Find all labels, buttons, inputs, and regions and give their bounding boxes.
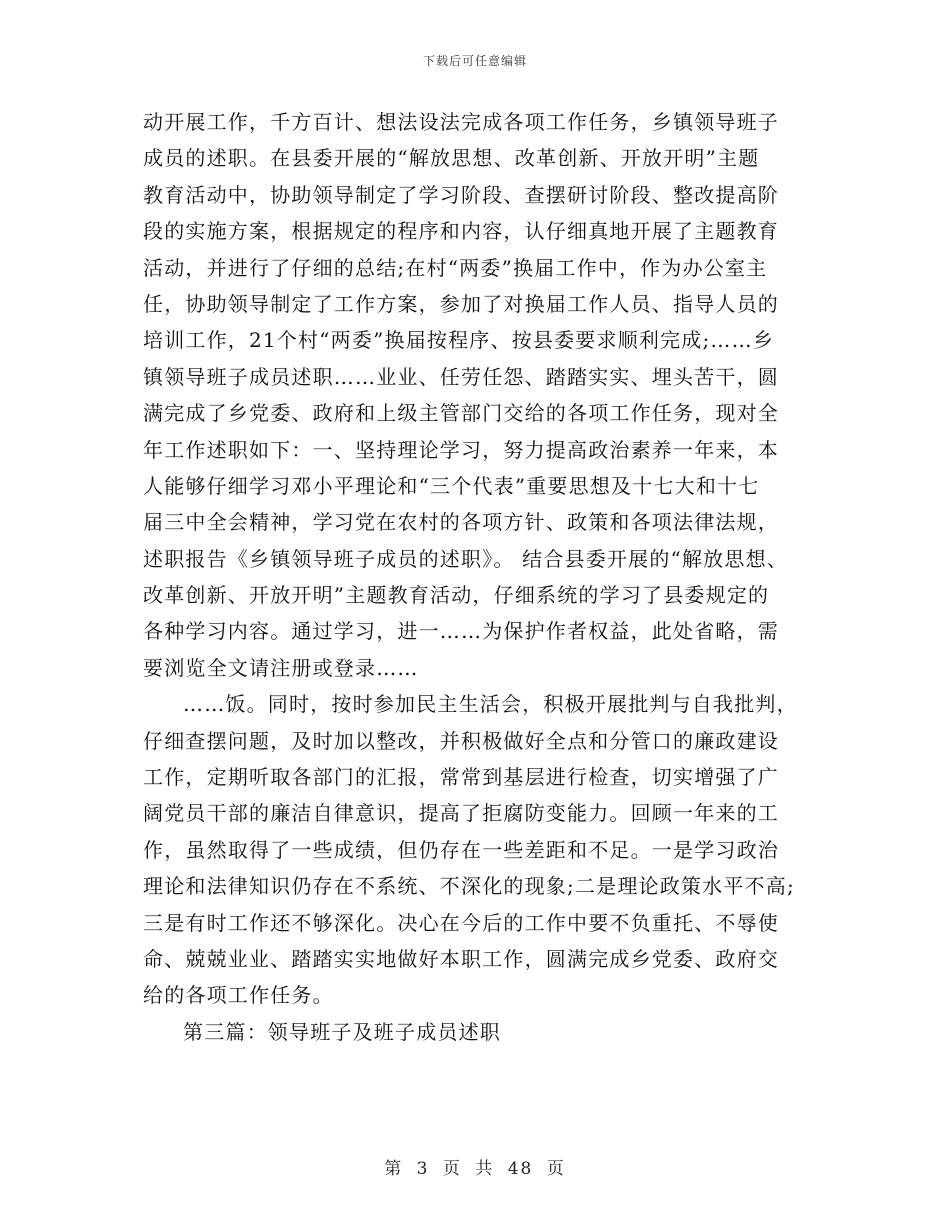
text-line: 动开展工作，千方百计、想法设法完成各项工作任务，乡镇领导班子 [143,110,779,134]
paragraph-2 [143,686,823,1014]
paragraph-1 [143,104,823,686]
text-line: 年工作述职如下：一、坚持理论学习，努力提高政治素养一年来，本 [143,437,779,462]
text-line: 要浏览全文请注册或登录…… [143,655,419,680]
text-line: 述职报告《乡镇领导班子成员的述职》。 结合县委开展的“解放思想、 [143,546,788,571]
heading-line: 第三篇：领导班子及班子成员述职 [183,1019,501,1044]
text-line: 三是有时工作还不够深化。决心在今后的工作中要不负重托、不辱使 [143,910,779,935]
document-body [143,104,823,1050]
text-line: 给的各项工作任务。 [143,983,334,1008]
text-line: ……饭。同时，按时参加民主生活会，积极开展批判与自我批判， [183,692,798,717]
text-line: 培训工作，21个村“两委”换届按程序、按县委要求顺利完成;……乡 [143,328,775,353]
text-line: 成员的述职。在县委开展的“解放思想、改革创新、开放开明”主题 [143,146,760,171]
page-header: 下载后可任意编辑 [422,54,527,68]
text-line: 命、兢兢业业、踏踏实实地做好本职工作，圆满完成乡党委、政府交 [143,946,779,971]
text-line: 教育活动中，协助领导制定了学习阶段、查摆研讨阶段、整改提高阶 [143,182,779,207]
text-line: 工作，定期听取各部门的汇报，常常到基层进行检查，切实增强了广 [143,765,779,790]
text-line: 任，协助领导制定了工作方案，参加了对换届工作人员、指导人员的 [143,291,779,316]
text-line: 人能够仔细学习邓小平理论和“三个代表”重要思想及十七大和十七 [143,473,760,498]
text-line: 仔细查摆问题，及时加以整改，并积极做好全点和分管口的廉政建设 [143,728,779,753]
text-line: 届三中全会精神，学习党在农村的各项方针、政策和各项法律法规， [143,510,779,535]
text-line: 活动，并进行了仔细的总结;在村“两委”换届工作中，作为办公室主 [143,255,768,280]
text-line: 阔党员干部的廉洁自律意识，提高了拒腐防变能力。回顾一年来的工 [143,801,779,826]
section-heading [143,1014,823,1050]
text-line: 镇领导班子成员述职……业业、任劳任怨、踏踏实实、埋头苦干，圆 [143,364,779,389]
text-line: 作，虽然取得了一些成绩，但仍存在一些差距和不足。一是学习政治 [143,837,779,862]
text-line: 满完成了乡党委、政府和上级主管部门交给的各项工作任务，现对全 [143,401,779,426]
page-footer: 第 3 页 共 48 页 [384,1159,566,1179]
text-line: 各种学习内容。通过学习，进一……为保护作者权益，此处省略，需 [143,619,779,644]
text-line: 理论和法律知识仍存在不系统、不深化的现象;二是理论政策水平不高; [143,874,795,899]
text-line: 改革创新、开放开明”主题教育活动，仔细系统的学习了县委规定的 [143,583,770,608]
text-line: 段的实施方案，根据规定的程序和内容，认仔细真地开展了主题教育 [143,219,779,244]
